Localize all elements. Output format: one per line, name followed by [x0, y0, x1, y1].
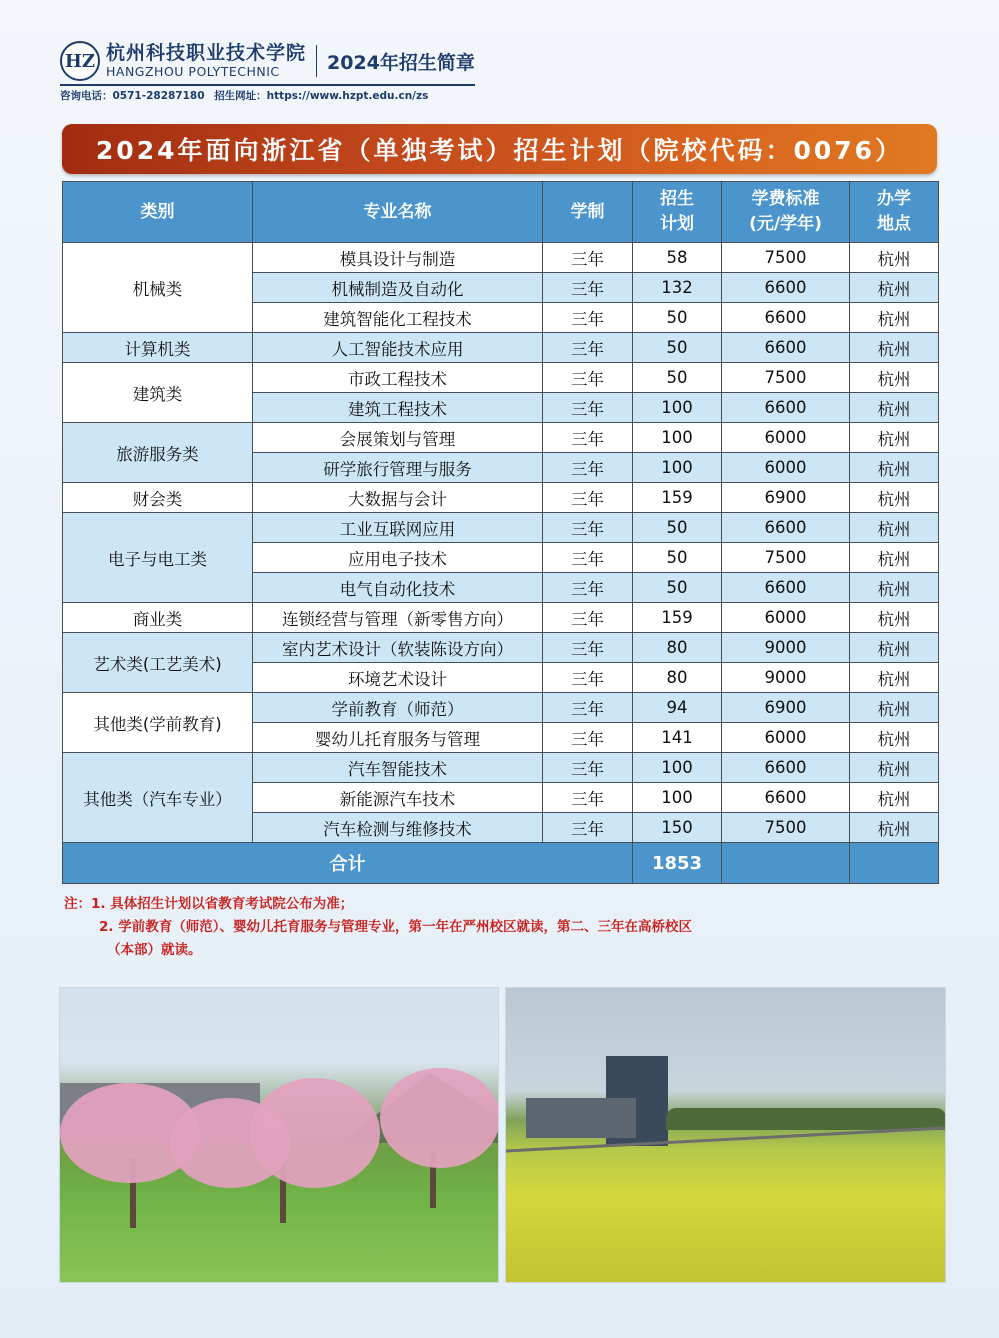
duration-cell: 三年: [543, 483, 633, 513]
table-header-row: [63, 182, 939, 243]
school-name-en: HANGZHOU POLYTECHNIC: [106, 63, 280, 79]
table-row: [63, 753, 939, 783]
major-cell: 研学旅行管理与服务: [253, 453, 543, 483]
location-cell: 杭州: [850, 273, 939, 303]
header-plan-line1: 招生: [660, 189, 694, 210]
category-cell: 建筑类: [63, 363, 253, 423]
campus-photo-blossoms: [59, 987, 499, 1283]
photo-building: [526, 1098, 636, 1138]
fee-cell: 6600: [722, 753, 850, 783]
location-cell: 杭州: [850, 363, 939, 393]
category-cell: 商业类: [63, 603, 253, 633]
table-row: [63, 423, 939, 453]
table-row: [63, 363, 939, 393]
fee-cell: 6900: [722, 693, 850, 723]
header-underline: [60, 84, 475, 86]
category-cell: 机械类: [63, 243, 253, 333]
plan-cell: 58: [633, 243, 722, 273]
total-label: 合计: [63, 843, 633, 884]
header-location-line2: 地点: [877, 214, 911, 234]
note-line-2: 2. 学前教育（师范）、婴幼儿托育服务与管理专业，第一年在严州校区就读，第二、三年在高桥校区: [99, 919, 692, 935]
fee-cell: 7500: [722, 243, 850, 273]
category-cell: 其他类（汽车专业）: [63, 753, 253, 843]
category-cell: 旅游服务类: [63, 423, 253, 483]
major-cell: 室内艺术设计（软装陈设方向）: [253, 633, 543, 663]
location-cell: 杭州: [850, 723, 939, 753]
contact-info: [60, 88, 434, 103]
location-cell: 杭州: [850, 513, 939, 543]
header-fee-line2: (元/学年): [749, 214, 822, 234]
note-line-1: 注：1. 具体招生计划以省教育考试院公布为准；: [64, 896, 354, 912]
location-cell: 杭州: [850, 693, 939, 723]
location-cell: 杭州: [850, 633, 939, 663]
fee-cell: 6000: [722, 453, 850, 483]
major-cell: 会展策划与管理: [253, 423, 543, 453]
location-cell: 杭州: [850, 243, 939, 273]
fee-cell: 6600: [722, 393, 850, 423]
fee-cell: 6900: [722, 483, 850, 513]
enrollment-plan-table: [62, 181, 939, 884]
major-cell: 环境艺术设计: [253, 663, 543, 693]
duration-cell: 三年: [543, 783, 633, 813]
header-category: 类别: [63, 182, 253, 243]
plan-cell: 100: [633, 423, 722, 453]
duration-cell: 三年: [543, 723, 633, 753]
major-cell: 建筑智能化工程技术: [253, 303, 543, 333]
plan-cell: 50: [633, 513, 722, 543]
fee-cell: 6600: [722, 573, 850, 603]
major-cell: 汽车检测与维修技术: [253, 813, 543, 843]
contact-phone: 咨询电话：0571-28287180: [60, 90, 205, 102]
location-cell: 杭州: [850, 333, 939, 363]
duration-cell: 三年: [543, 453, 633, 483]
location-cell: 杭州: [850, 783, 939, 813]
fee-cell: 9000: [722, 633, 850, 663]
header-plan-line2: 计划: [660, 214, 694, 234]
table-row: [63, 633, 939, 663]
plan-cell: 50: [633, 363, 722, 393]
category-cell: 其他类(学前教育): [63, 693, 253, 753]
duration-cell: 三年: [543, 243, 633, 273]
major-cell: 应用电子技术: [253, 543, 543, 573]
category-cell: 财会类: [63, 483, 253, 513]
plan-cell: 80: [633, 633, 722, 663]
location-cell: 杭州: [850, 393, 939, 423]
duration-cell: 三年: [543, 753, 633, 783]
plan-cell: 132: [633, 273, 722, 303]
table-row: [63, 483, 939, 513]
major-cell: 电气自动化技术: [253, 573, 543, 603]
plan-cell: 80: [633, 663, 722, 693]
photo-treeline: [666, 1108, 946, 1130]
duration-cell: 三年: [543, 573, 633, 603]
header-divider: [316, 45, 317, 77]
major-cell: 建筑工程技术: [253, 393, 543, 423]
major-cell: 市政工程技术: [253, 363, 543, 393]
logo-text: HZ: [64, 50, 96, 72]
school-logo: [60, 41, 100, 81]
plan-cell: 50: [633, 303, 722, 333]
plan-cell: 50: [633, 573, 722, 603]
category-cell: 电子与电工类: [63, 513, 253, 603]
category-cell: 计算机类: [63, 333, 253, 363]
table-total-row: [63, 843, 939, 884]
duration-cell: 三年: [543, 273, 633, 303]
major-cell: 模具设计与制造: [253, 243, 543, 273]
fee-cell: 9000: [722, 663, 850, 693]
major-cell: 新能源汽车技术: [253, 783, 543, 813]
major-cell: 婴幼儿托育服务与管理: [253, 723, 543, 753]
location-cell: 杭州: [850, 813, 939, 843]
duration-cell: 三年: [543, 663, 633, 693]
fee-cell: 7500: [722, 363, 850, 393]
plan-cell: 100: [633, 783, 722, 813]
total-value: 1853: [633, 843, 722, 884]
plan-cell: 100: [633, 393, 722, 423]
total-empty-fee: [722, 843, 850, 884]
table-row: [63, 513, 939, 543]
plan-cell: 159: [633, 483, 722, 513]
plan-cell: 100: [633, 753, 722, 783]
school-name: [106, 41, 307, 79]
fee-cell: 6000: [722, 603, 850, 633]
plan-cell: 150: [633, 813, 722, 843]
duration-cell: 三年: [543, 513, 633, 543]
fee-cell: 6000: [722, 723, 850, 753]
location-cell: 杭州: [850, 543, 939, 573]
category-cell: 艺术类(工艺美术): [63, 633, 253, 693]
duration-cell: 三年: [543, 693, 633, 723]
note-line-3: （本部）就读。: [107, 942, 202, 958]
location-cell: 杭州: [850, 753, 939, 783]
contact-website: 招生网址：https://www.hzpt.edu.cn/zs: [214, 90, 429, 102]
photo-blossom: [250, 1078, 380, 1188]
major-cell: 连锁经营与管理（新零售方向）: [253, 603, 543, 633]
location-cell: 杭州: [850, 603, 939, 633]
major-cell: 人工智能技术应用: [253, 333, 543, 363]
duration-cell: 三年: [543, 423, 633, 453]
total-empty-location: [850, 843, 939, 884]
duration-cell: 三年: [543, 363, 633, 393]
fee-cell: 6600: [722, 303, 850, 333]
plan-cell: 50: [633, 333, 722, 363]
table-row: [63, 603, 939, 633]
major-cell: 大数据与会计: [253, 483, 543, 513]
header-fee: [722, 182, 850, 243]
header-major: 专业名称: [253, 182, 543, 243]
fee-cell: 7500: [722, 813, 850, 843]
duration-cell: 三年: [543, 333, 633, 363]
page-header: [60, 38, 475, 84]
plan-cell: 100: [633, 453, 722, 483]
photo-blossom: [380, 1068, 499, 1168]
notes: [64, 893, 692, 962]
table-row: [63, 693, 939, 723]
campus-photo-rapeseed: [505, 987, 946, 1283]
duration-cell: 三年: [543, 303, 633, 333]
school-name-cn: 杭州科技职业技术学院: [106, 41, 307, 64]
fee-cell: 6600: [722, 273, 850, 303]
major-cell: 学前教育（师范）: [253, 693, 543, 723]
location-cell: 杭州: [850, 483, 939, 513]
brochure-title: 2024年招生简章: [327, 51, 475, 74]
fee-cell: 6600: [722, 783, 850, 813]
duration-cell: 三年: [543, 393, 633, 423]
duration-cell: 三年: [543, 633, 633, 663]
plan-banner: [62, 124, 937, 174]
duration-cell: 三年: [543, 813, 633, 843]
major-cell: 机械制造及自动化: [253, 273, 543, 303]
major-cell: 汽车智能技术: [253, 753, 543, 783]
header-duration: 学制: [543, 182, 633, 243]
header-location: [850, 182, 939, 243]
location-cell: 杭州: [850, 453, 939, 483]
fee-cell: 7500: [722, 543, 850, 573]
location-cell: 杭州: [850, 423, 939, 453]
header-plan: [633, 182, 722, 243]
fee-cell: 6600: [722, 513, 850, 543]
header-fee-line1: 学费标准: [751, 189, 820, 210]
duration-cell: 三年: [543, 603, 633, 633]
plan-cell: 141: [633, 723, 722, 753]
major-cell: 工业互联网应用: [253, 513, 543, 543]
duration-cell: 三年: [543, 543, 633, 573]
header-location-line1: 办学: [877, 189, 911, 210]
table-row: [63, 243, 939, 273]
location-cell: 杭州: [850, 573, 939, 603]
banner-title: 2024年面向浙江省（单独考试）招生计划（院校代码：0076）: [95, 136, 904, 165]
plan-cell: 50: [633, 543, 722, 573]
fee-cell: 6600: [722, 333, 850, 363]
plan-cell: 159: [633, 603, 722, 633]
location-cell: 杭州: [850, 303, 939, 333]
fee-cell: 6000: [722, 423, 850, 453]
location-cell: 杭州: [850, 663, 939, 693]
plan-cell: 94: [633, 693, 722, 723]
table-row: [63, 333, 939, 363]
